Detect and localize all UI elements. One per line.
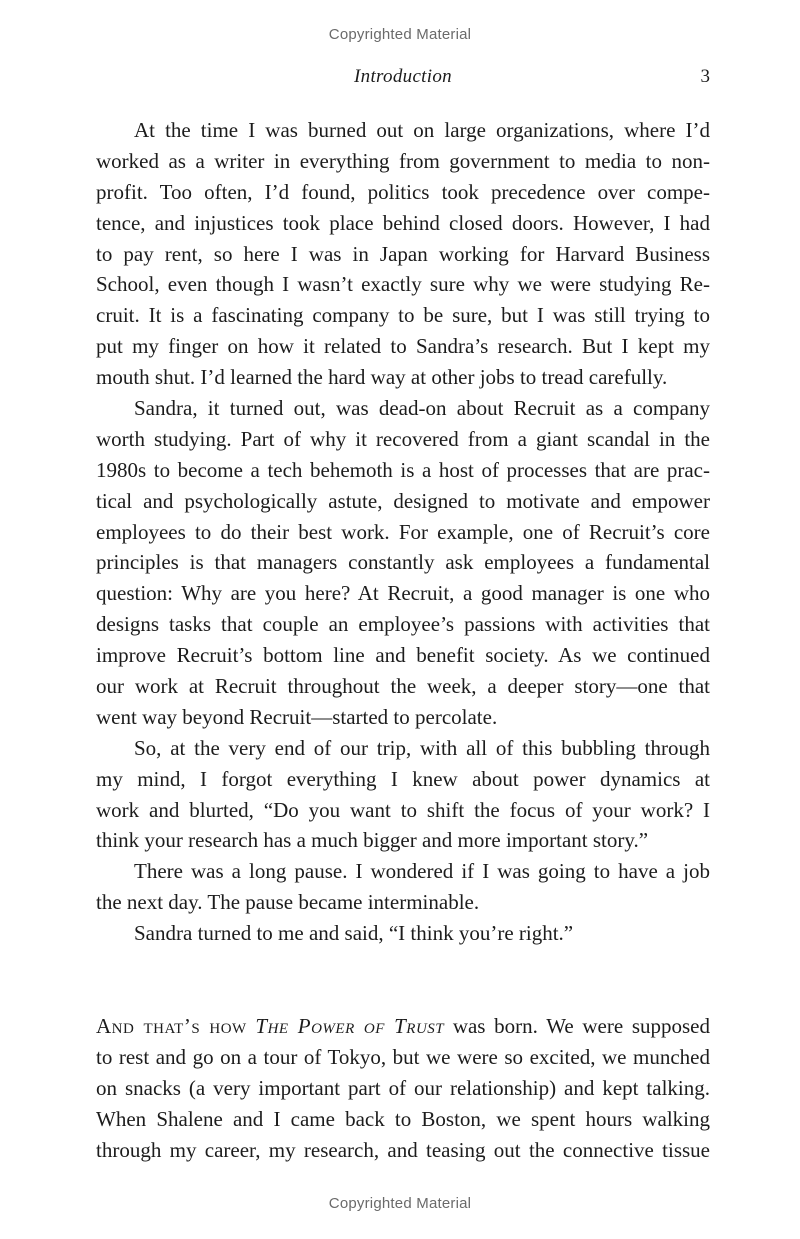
text-line: employees to do their best work. For example, one of Recruit’s core	[96, 519, 710, 544]
text-line: So, at the very end of our trip, with all of this bubbling through	[134, 735, 710, 760]
book-title: The Power of Trust	[255, 1014, 445, 1039]
section-lead-in: And that’s how	[96, 1014, 247, 1039]
text-line: think your research has a much bigger and more important story.”	[96, 828, 649, 853]
paragraph	[96, 856, 710, 918]
paragraph	[96, 115, 710, 393]
text-line: question: Why are you here? At Recruit, a good manager is one who	[96, 581, 710, 606]
section-opening-line	[96, 1011, 710, 1042]
text-line: 1980s to become a tech behemoth is a host of processes that are prac-	[96, 457, 710, 482]
text-line: went way beyond Recruit—started to percolate.	[96, 704, 498, 729]
text-line: principles is that managers constantly ask employees a fundamental	[96, 550, 710, 575]
paragraph	[96, 393, 710, 733]
text-line: There was a long pause. I wondered if I was going to have a job	[134, 859, 710, 884]
text-line: on snacks (a very important part of our relationship) and kept talking.	[96, 1075, 710, 1100]
text-line: mouth shut. I’d learned the hard way at other jobs to tread carefully.	[96, 365, 668, 390]
text-line: to rest and go on a tour of Tokyo, but we were so excited, we munched	[96, 1044, 710, 1069]
text-line: tical and psychologically astute, designed to motivate and empower	[96, 488, 710, 513]
text-line: profit. Too often, I’d found, politics took precedence over compe-	[96, 179, 710, 204]
text-line: the next day. The pause became interminable.	[96, 890, 480, 915]
text-line: tence, and injustices took place behind closed doors. However, I had	[96, 210, 710, 235]
paragraph	[96, 918, 710, 949]
text-line: through my career, my research, and teasing out the connective tissue	[96, 1137, 710, 1162]
text-line: Sandra, it turned out, was dead-on about Recruit as a company	[134, 396, 710, 421]
text-line: worked as a writer in everything from government to media to non-	[96, 148, 710, 173]
text-line: improve Recruit’s bottom line and benefit society. As we continued	[96, 643, 710, 668]
page-number: 3	[700, 66, 710, 87]
text-line: to pay rent, so here I was in Japan working for Harvard Business	[96, 241, 710, 266]
body-text	[96, 115, 710, 1166]
section-break	[96, 949, 710, 1011]
watermark-top: Copyrighted Material	[328, 26, 472, 43]
text-line: Sandra turned to me and said, “I think you’re right.”	[134, 921, 574, 946]
text-line: When Shalene and I came back to Boston, we spent hours walking	[96, 1106, 710, 1131]
chapter-title: Introduction	[354, 66, 452, 87]
section-paragraph	[96, 1011, 710, 1165]
text-line: cruit. It is a fascinating company to be sure, but I was still trying to	[96, 303, 710, 328]
text-line: work and blurted, “Do you want to shift the focus of your work? I	[96, 797, 710, 822]
running-header	[96, 66, 710, 92]
text-line: designs tasks that couple an employee’s passions with activities that	[96, 612, 710, 637]
text-line: worth studying. Part of why it recovered from a giant scandal in the	[96, 426, 710, 451]
text-line: At the time I was burned out on large organizations, where I’d	[134, 118, 710, 142]
text-line: put my finger on how it related to Sandra’s research. But I kept my	[96, 334, 710, 359]
section-line-rest: was born. We were supposed	[452, 1014, 711, 1039]
text-line: School, even though I wasn’t exactly sure why we were studying Re-	[96, 272, 710, 297]
paragraph	[96, 733, 710, 857]
text-line: my mind, I forgot everything I knew about power dynamics at	[96, 766, 710, 791]
text-line: our work at Recruit throughout the week, a deeper story—one that	[96, 674, 710, 699]
watermark-bottom: Copyrighted Material	[328, 1195, 472, 1212]
